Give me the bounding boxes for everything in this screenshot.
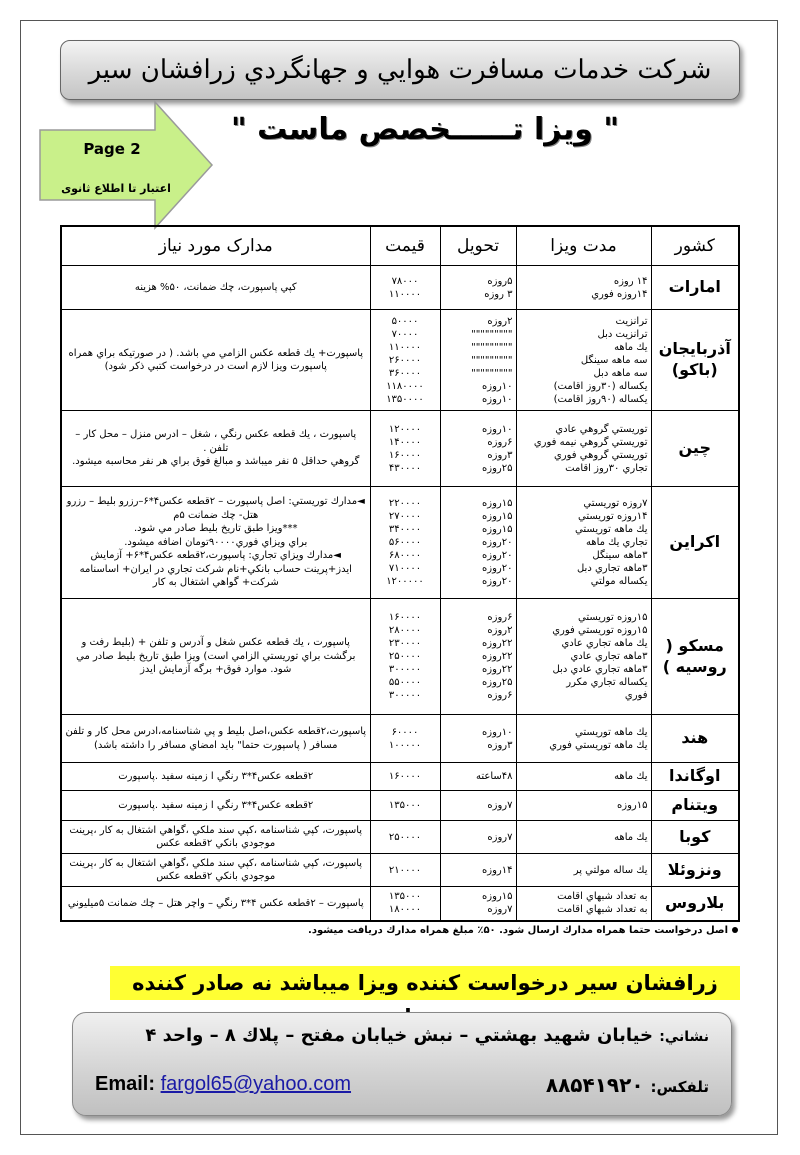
price-cell-line: ۱۱۰۰۰۰ bbox=[388, 288, 422, 300]
price-cell-line: ۱۶۰۰۰۰ bbox=[388, 771, 422, 782]
table-header-row bbox=[61, 226, 739, 266]
table-row bbox=[61, 791, 739, 821]
docs-cell-line: پاسپورت ، يك قطعه عکس رنگي ، شغل – ادرس منزل – محل کار – تلفن . bbox=[75, 429, 357, 454]
price-cell-line: ۱۱۸۰۰۰۰ bbox=[386, 380, 424, 392]
period-cell bbox=[516, 487, 651, 599]
price-cell bbox=[370, 763, 440, 791]
price-cell-line: ۷۸۰۰۰ bbox=[391, 275, 419, 287]
company-banner bbox=[60, 40, 740, 100]
header-country: کشور bbox=[651, 226, 739, 266]
price-cell bbox=[370, 599, 440, 715]
price-cell-line: ۶۰۰۰۰ bbox=[391, 726, 419, 738]
docs-cell bbox=[61, 887, 370, 921]
period-cell-line: سه ماهه دبل bbox=[593, 367, 648, 379]
email-label: Email: bbox=[95, 1073, 156, 1095]
arrow-shape-icon bbox=[30, 100, 220, 230]
period-cell-line: ۳ماهه تجاري دبل bbox=[576, 563, 648, 574]
price-cell-line: ۵۵۰۰۰۰ bbox=[388, 677, 422, 688]
price-cell-line: ۷۱۰۰۰۰ bbox=[388, 563, 422, 574]
price-cell-line: ۱۱۰۰۰۰ bbox=[388, 341, 422, 353]
delivery-cell bbox=[440, 715, 516, 763]
period-cell-line: ۱۴روزه توريستي bbox=[578, 511, 648, 522]
period-cell-line: يك ماهه bbox=[614, 831, 648, 843]
period-cell-line: يکساله تجاري مکرر bbox=[566, 677, 648, 688]
price-cell-line: ۲۵۰۰۰۰ bbox=[388, 651, 422, 662]
header-delivery: تحويل bbox=[440, 226, 516, 266]
price-cell-line: ۱۸۰۰۰۰ bbox=[388, 904, 422, 916]
price-cell bbox=[370, 715, 440, 763]
period-cell-line: توريستي گروهي عادي bbox=[555, 423, 648, 435]
docs-cell-line: گروهي حداقل ۵ نفر ميباشد و مبالغ فوق براي هر نفر محاسبه ميشود. bbox=[72, 456, 360, 468]
country-cell: بلاروس bbox=[651, 887, 739, 921]
period-cell-line: يکساله مولتي bbox=[590, 576, 648, 587]
price-cell bbox=[370, 887, 440, 921]
period-cell bbox=[516, 599, 651, 715]
price-cell bbox=[370, 854, 440, 887]
period-cell bbox=[516, 763, 651, 791]
country-cell: اوگاندا bbox=[651, 763, 739, 791]
delivery-cell-line: ۱۰روزه bbox=[482, 380, 513, 392]
table-row bbox=[61, 411, 739, 487]
period-cell-line: ترانزيت bbox=[615, 315, 648, 327]
price-cell bbox=[370, 487, 440, 599]
price-cell-line: ۲۳۰۰۰۰ bbox=[388, 638, 422, 649]
docs-cell bbox=[61, 266, 370, 310]
period-cell-line: توريستي گروهي فوري bbox=[553, 449, 648, 461]
period-cell-line: سه ماهه سينگل bbox=[580, 354, 648, 366]
delivery-cell-line: """"""""" bbox=[471, 367, 513, 379]
delivery-cell-line: ۳ روزه bbox=[484, 288, 513, 300]
table-row bbox=[61, 310, 739, 411]
price-cell bbox=[370, 310, 440, 411]
delivery-cell-line: ۲۲روزه bbox=[482, 651, 513, 662]
delivery-cell-line: ۷روزه bbox=[487, 904, 513, 916]
price-cell-line: ۲۲۰۰۰۰ bbox=[388, 498, 422, 509]
docs-cell bbox=[61, 487, 370, 599]
period-cell bbox=[516, 887, 651, 921]
docs-cell bbox=[61, 763, 370, 791]
header-price: قيمت bbox=[370, 226, 440, 266]
price-cell-line: ۵۰۰۰۰ bbox=[391, 315, 419, 327]
period-cell-line: توريستي گروهي نيمه فوري bbox=[533, 436, 648, 448]
delivery-cell-line: ۱۴روزه bbox=[482, 864, 513, 876]
price-cell-line: ۲۱۰۰۰۰ bbox=[388, 864, 422, 876]
country-cell: کوبا bbox=[651, 821, 739, 854]
table-row bbox=[61, 763, 739, 791]
delivery-cell bbox=[440, 266, 516, 310]
price-cell bbox=[370, 411, 440, 487]
delivery-cell-line: ۲۵روزه bbox=[482, 677, 513, 688]
email-link[interactable]: fargol65@yahoo.com bbox=[160, 1073, 352, 1095]
period-cell-line: يکساله (۹۰روز اقامت) bbox=[553, 393, 648, 405]
period-cell bbox=[516, 791, 651, 821]
docs-cell bbox=[61, 715, 370, 763]
docs-cell-line: پاسپورت،۲قطعه عکس،اصل بليط و پي شناسنامه،ادرس محل کار و تلفن مسافر ( پاسپورت حتما" بايد امضاي مسافر را داشته باشد) bbox=[65, 726, 367, 751]
country-cell: ونزوئلا bbox=[651, 854, 739, 887]
docs-cell-line: ۲قطعه عکس۴*۳ رنگي ا زمينه سفيد .پاسپورت bbox=[118, 770, 314, 782]
price-cell bbox=[370, 821, 440, 854]
period-cell-line: يك ماهه bbox=[614, 341, 648, 353]
table-row bbox=[61, 266, 739, 310]
price-cell-line: ۳۴۰۰۰۰ bbox=[388, 524, 422, 535]
disclaimer-highlight: زرافشان سير درخواست کننده ويزا ميباشد نه صادر کننده bbox=[110, 966, 740, 1000]
delivery-cell bbox=[440, 854, 516, 887]
delivery-cell-line: ۱۰روزه bbox=[482, 726, 513, 738]
delivery-cell-line: ۱۰روزه bbox=[482, 393, 513, 405]
price-cell-line: ۷۰۰۰۰ bbox=[391, 328, 419, 340]
country-cell: مسکو ( روسيه ) bbox=[651, 599, 739, 715]
price-cell-line: ۱۳۵۰۰۰ bbox=[388, 891, 422, 903]
period-cell-line: ۳ماهه تجاري عادي bbox=[570, 651, 648, 662]
price-cell-line: ۱۰۰۰۰۰ bbox=[388, 739, 422, 751]
period-cell-line: ۳ماهه سينگل bbox=[592, 550, 648, 561]
country-cell: چين bbox=[651, 411, 739, 487]
docs-cell-line: کپي پاسپورت، چك ضمانت، ۵۰% هزينه bbox=[134, 281, 297, 293]
telfax-number: ۸۸۵۴۱۹۲۰ bbox=[545, 1073, 644, 1097]
delivery-cell-line: ۳روزه bbox=[487, 739, 513, 751]
price-cell-line: ۲۶۰۰۰۰ bbox=[388, 354, 422, 366]
price-cell-line: ۱۲۰۰۰۰ bbox=[388, 423, 422, 435]
delivery-cell-line: ۷روزه bbox=[487, 800, 513, 811]
docs-cell-line: ◄مدارك توريستي: اصل پاسپورت – ۲قطعه عکس۴*۶–رزرو بليط – رزرو هتل- چك ضمانت ۵م bbox=[66, 496, 365, 521]
period-cell-line: يکساله (۳۰روز اقامت) bbox=[553, 380, 648, 392]
header-period: مدت ويزا bbox=[516, 226, 651, 266]
company-name: شرکت خدمات مسافرت هوايي و جهانگردي زرافشان سير bbox=[88, 55, 712, 85]
price-cell-line: ۵۶۰۰۰۰ bbox=[388, 537, 422, 548]
country-cell: امارات bbox=[651, 266, 739, 310]
docs-cell-line: ۲قطعه عکس۴*۳ رنگي ا زمينه سفيد .پاسپورت bbox=[118, 799, 314, 811]
price-cell-line: ۲۸۰۰۰۰ bbox=[388, 625, 422, 636]
delivery-cell-line: ۲روزه bbox=[487, 625, 513, 636]
delivery-cell bbox=[440, 487, 516, 599]
docs-cell-line: براي ويزاي فوري۹۰۰۰۰تومان اضافه ميشود. bbox=[124, 536, 308, 548]
period-cell-line: ۱۵روزه bbox=[617, 800, 648, 811]
docs-cell bbox=[61, 821, 370, 854]
visa-table bbox=[60, 225, 740, 922]
period-cell bbox=[516, 411, 651, 487]
header-docs: مدارک مورد نياز bbox=[61, 226, 370, 266]
delivery-cell-line: ۳روزه bbox=[487, 449, 513, 461]
price-cell bbox=[370, 266, 440, 310]
delivery-cell bbox=[440, 821, 516, 854]
period-cell-line: ۱۵روزه توريستي فوري bbox=[552, 625, 648, 636]
price-cell-line: ۳۶۰۰۰۰ bbox=[388, 367, 422, 379]
delivery-cell-line: ۲۰روزه bbox=[482, 537, 513, 548]
period-cell bbox=[516, 310, 651, 411]
period-cell-line: ۳ماهه تجاري عادي دبل bbox=[552, 664, 648, 675]
delivery-cell-line: ۲۰روزه bbox=[482, 576, 513, 587]
docs-cell bbox=[61, 411, 370, 487]
table-row bbox=[61, 487, 739, 599]
delivery-cell-line: """"""""" bbox=[471, 341, 513, 353]
delivery-cell-line: ۷روزه bbox=[487, 831, 513, 843]
slogan: " ويزا تــــــخصص ماست " bbox=[231, 112, 619, 147]
price-cell-line: ۲۵۰۰۰۰ bbox=[388, 831, 422, 843]
price-cell-line: ۱۳۵۰۰۰ bbox=[388, 800, 422, 811]
docs-cell-line: پاسپورت – ۲قطعه عکس ۴*۳ رنگي – واچر هتل – چك ضمانت ۵ميليوني bbox=[67, 897, 364, 909]
delivery-cell-line: ۲روزه bbox=[487, 315, 513, 327]
delivery-cell bbox=[440, 763, 516, 791]
period-cell-line: ۱۵روزه توريستي bbox=[578, 612, 648, 623]
delivery-cell-line: ۱۵روزه bbox=[482, 498, 513, 509]
price-cell-line: ۲۷۰۰۰۰ bbox=[388, 511, 422, 522]
delivery-cell bbox=[440, 887, 516, 921]
delivery-cell-line: """"""""" bbox=[471, 354, 513, 366]
country-cell: هند bbox=[651, 715, 739, 763]
period-cell-line: تجاري ۳۰روز اقامت bbox=[565, 462, 648, 474]
address-text: خيابان شهيد بهشتي – نبش خيابان مفتح – پلاك ۸ – واحد ۴ bbox=[145, 1025, 653, 1046]
address-label: نشاني: bbox=[659, 1029, 709, 1045]
address-line bbox=[145, 1025, 709, 1046]
price-cell-line: ۱۳۵۰۰۰۰ bbox=[386, 393, 424, 405]
period-cell bbox=[516, 266, 651, 310]
docs-cell-line: ***ويزا طبق تاريخ بليط صادر مي شود. bbox=[134, 523, 298, 535]
docs-cell-line: پاسپورت ، يك قطعه عکس شغل و آدرس و تلفن + (بليط رفت و برگشت براي توريستي الزامي است) ويزا طبق تاريخ بليط صادر مي شود. موارد فوق+ برگه آزمايش ايدز bbox=[76, 637, 356, 676]
period-cell-line: يك ماهه توريستي فوري bbox=[549, 739, 648, 751]
page-label: Page 2 bbox=[83, 140, 141, 158]
country-cell: اکراين bbox=[651, 487, 739, 599]
period-cell bbox=[516, 715, 651, 763]
docs-cell-line: ◄مدارك ويزاي تجاري: پاسپورت،۲قطعه عکس۴*۶+ آزمايش ايدز+پرينت حساب بانکي+نام شرکت تجاري در ايران+ اساسنامه شرکت+ گواهي اشتغال به کار bbox=[79, 550, 352, 589]
docs-cell bbox=[61, 854, 370, 887]
payment-note-text: اصل درخواست حتما همراه مدارك ارسال شود. ۵۰٪ مبلغ همراه مدارك دريافت ميشود. bbox=[308, 925, 728, 936]
bullet-icon bbox=[732, 927, 738, 933]
delivery-cell bbox=[440, 599, 516, 715]
price-cell-line: ۱۴۰۰۰۰ bbox=[388, 436, 422, 448]
docs-cell-line: پاسپورت، کپي شناسنامه ،کپي سند ملکي ،گواهي اشتغال به کار ،پرينت موجودي بانکي ۲قطعه عکس bbox=[69, 857, 363, 882]
delivery-cell-line: ۲۲روزه bbox=[482, 638, 513, 649]
delivery-cell-line: ۲۵روزه bbox=[482, 462, 513, 474]
delivery-cell-line: ۵روزه bbox=[487, 275, 513, 287]
table-row bbox=[61, 599, 739, 715]
telfax-label: تلفکس: bbox=[650, 1078, 709, 1096]
period-cell-line: ۷روزه توريستي bbox=[583, 498, 648, 509]
period-cell-line: به تعداد شبهاي اقامت bbox=[557, 891, 648, 903]
price-cell-line: ۳۰۰۰۰۰ bbox=[388, 690, 422, 701]
period-cell-line: يك ماهه تجاري عادي bbox=[561, 638, 648, 649]
delivery-cell bbox=[440, 791, 516, 821]
table-row bbox=[61, 887, 739, 921]
table-row bbox=[61, 854, 739, 887]
docs-cell bbox=[61, 599, 370, 715]
price-cell-line: ۱۶۰۰۰۰ bbox=[388, 612, 422, 623]
period-cell-line: يك ماهه توريستي bbox=[575, 726, 648, 738]
price-cell-line: ۱۲۰۰۰۰۰ bbox=[386, 576, 424, 587]
delivery-cell-line: """"""""" bbox=[471, 328, 513, 340]
delivery-cell-line: ۶روزه bbox=[487, 436, 513, 448]
period-cell-line: تجاري يك ماهه bbox=[585, 537, 648, 548]
period-cell-line: ۱۴روزه فوري bbox=[591, 288, 648, 300]
price-cell bbox=[370, 791, 440, 821]
delivery-cell-line: ۲۰روزه bbox=[482, 563, 513, 574]
country-cell: ويتنام bbox=[651, 791, 739, 821]
delivery-cell-line: ۱۵روزه bbox=[482, 891, 513, 903]
delivery-cell-line: ۶روزه bbox=[487, 612, 513, 623]
payment-note bbox=[60, 925, 738, 936]
contact-box bbox=[72, 1012, 732, 1116]
docs-cell-line: پاسپورت، کپي شناسنامه ،کپي سند ملکي ،گواهي اشتغال به کار ،پرينت موجودي بانکي ۲قطعه عکس bbox=[69, 824, 363, 849]
telfax-line bbox=[546, 1073, 709, 1097]
period-cell-line: يك ماهه توريستي bbox=[575, 524, 648, 535]
delivery-cell bbox=[440, 411, 516, 487]
validity-note: اعتبار تا اطلاع ثانوی bbox=[61, 182, 171, 195]
docs-cell bbox=[61, 310, 370, 411]
docs-cell bbox=[61, 791, 370, 821]
delivery-cell-line: ۱۵روزه bbox=[482, 511, 513, 522]
period-cell-line: ۱۴ روزه bbox=[613, 275, 648, 287]
email-line bbox=[95, 1073, 351, 1096]
delivery-cell-line: ۱۵روزه bbox=[482, 524, 513, 535]
country-cell: آذربايجان (باکو) bbox=[651, 310, 739, 411]
delivery-cell-line: ۲۰روزه bbox=[482, 550, 513, 561]
docs-cell-line: پاسپورت+ يك قطعه عکس الزامي مي باشد. ( در صورتيکه براي همراه پاسپورت ويزا لازم است در درخواست کتبي ذکر شود) bbox=[68, 347, 364, 372]
period-cell-line: يك ماهه bbox=[614, 771, 648, 782]
price-cell-line: ۱۶۰۰۰۰ bbox=[388, 449, 422, 461]
table-row bbox=[61, 821, 739, 854]
period-cell-line: فوري bbox=[624, 690, 648, 701]
period-cell-line: يك ساله مولتي پر bbox=[573, 864, 648, 876]
table-row bbox=[61, 715, 739, 763]
period-cell-line: به تعداد شبهاي اقامت bbox=[557, 904, 648, 916]
period-cell-line: ترانزيت دبل bbox=[597, 328, 648, 340]
price-cell-line: ۴۳۰۰۰۰ bbox=[388, 462, 422, 474]
delivery-cell-line: ۱۰روزه bbox=[482, 423, 513, 435]
delivery-cell-line: ۴۸ساعته bbox=[475, 771, 513, 782]
period-cell bbox=[516, 821, 651, 854]
delivery-cell-line: ۲۲روزه bbox=[482, 664, 513, 675]
delivery-cell-line: ۶روزه bbox=[487, 690, 513, 701]
price-cell-line: ۶۸۰۰۰۰ bbox=[388, 550, 422, 561]
delivery-cell bbox=[440, 310, 516, 411]
period-cell bbox=[516, 854, 651, 887]
price-cell-line: ۳۰۰۰۰۰ bbox=[388, 664, 422, 675]
